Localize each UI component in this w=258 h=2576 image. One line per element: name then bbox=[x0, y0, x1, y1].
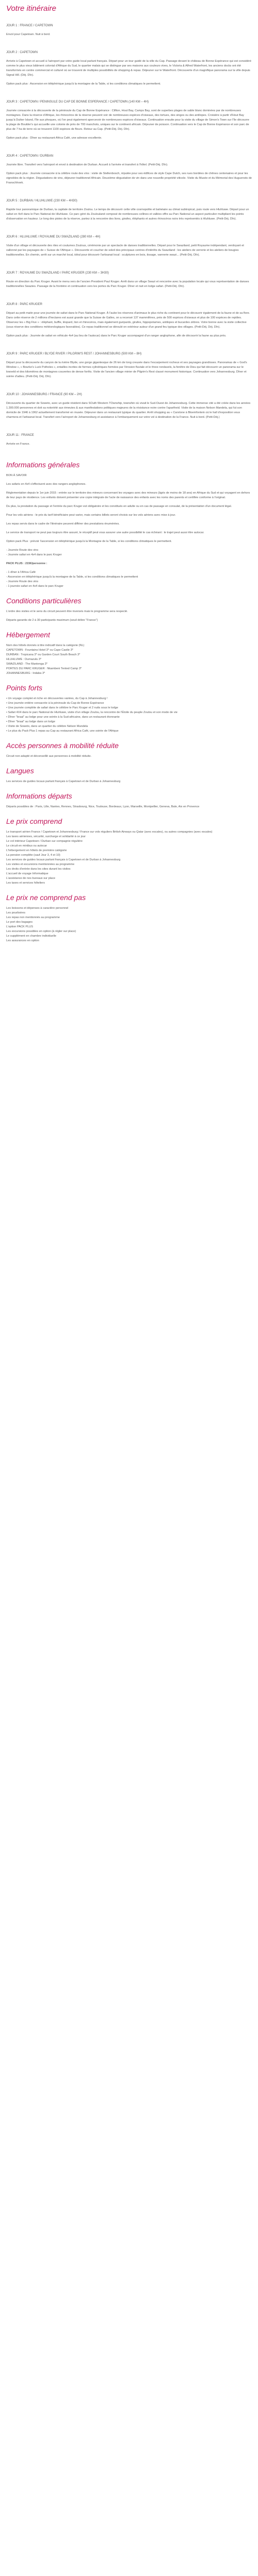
day-block bbox=[6, 199, 252, 222]
list-item: L'option PACK PLUS bbox=[6, 925, 33, 928]
list-item: • Une journée complète de safari dans le célèbre le Parc Kruger et 2 nuits sous le lodge bbox=[6, 706, 118, 709]
noncomprend-list bbox=[6, 906, 252, 943]
day-block bbox=[6, 352, 252, 379]
day-block bbox=[6, 393, 252, 420]
day-heading: JOUR 2 : CAPETOWN bbox=[6, 51, 38, 54]
list-item: Les pourboires bbox=[6, 911, 26, 914]
day-heading: JOUR 5 : DURBAN / HLUHLUWE (230 KM – 4H30) bbox=[6, 199, 77, 202]
day-block bbox=[6, 154, 252, 185]
day-paragraph: Découverte du quartier de Soweto, avec un guide résident dans SOuth Western TOwnship, townshin où vivait le Sud-Ouest de Johannesburg. Cette immense cité a été créée dans les années 1.300.000 personnes et doit sa notoriété aux émeutes & aux manifestations politiques majeures de la résistance noire contre l'apartheid. Visite de la maison Nelson Mandela, qui fut son domicile de 1946 à 1962 actuellement transformé en musée. Déjeuner dans un restaurant typique du quartier. Arrêt shopping au « Carstone à Bloemfontein où le hall d'exposition vous charmera et l'artisanat local. Transfert vers l'aéroport de Johannesburg et assistance à l'embarquement sur votre vol à destination de la France. Nuit à bord. (Petit-Déj.) bbox=[6, 402, 251, 419]
day-block bbox=[6, 302, 252, 338]
list-item: - Journée Route des vins bbox=[6, 549, 39, 552]
list-item: L'assistance de nos bureaux sur place bbox=[6, 877, 55, 880]
itinerary bbox=[6, 24, 252, 447]
pack-title: PACK PLUS : 215€/personne : bbox=[6, 562, 47, 565]
list-item: • Visite de Soweto, dans un quartier du célèbre Nelson Mandela bbox=[6, 725, 88, 728]
page bbox=[0, 4, 258, 943]
day-paragraph: Journée libre. Transfert vers l'aéroport et envol à destination de Durban. Accueil à l'arrivée et transfert à l'hôtel. (Petit-Déj. Dîn). bbox=[6, 163, 168, 166]
day-option: Option pack plus : Journée consacrée à la célèbre route des vins : visite de Stellenbosch, réputée pour ses édifices de style Cape Dutch, ses rues bordées de chênes centenaires et pour les vignobles de la région. Dégustations de vins, déjeuner traditionnel Africain. Deuxième dégustation de vin dans une nouvelle propriété viticole. Visite du Musée et du Mémorial des Huguenots de Franschhoek. bbox=[6, 172, 252, 184]
list-item: JOHANNESBURG : Indaba 3* bbox=[6, 672, 45, 675]
condition-line: L'ordre des visites et le sens du circuit peuvent être inversés mais le programme sera respecté. bbox=[6, 610, 128, 613]
list-item: Les taxes et services hôteliers bbox=[6, 882, 45, 885]
info-line: Le service de transport ne peut pas toujours être assuré, le réceptif peut vous assurer une autre possibilité le cas échéant : le trajet peut aussi être autocar. bbox=[6, 531, 204, 534]
day-paragraph: Journée consacrée à la découverte de la péninsule du Cap de Bonne Espérance : Clifton, Hout Bay, Camps Bay, sont de superbes plages de sable blanc dominées par de nombreuses montagnes. Dans la réserve d'Afrique, les rhinocéros de la réserve peuvent voir de nombreuses espèces d'oiseaux, des tortues, des singes ou des antilopes. Croisière à partir d'Hout Bay jusqu'à Duiker Island, l'île aux phoques, où l'on peut également apercevoir de nombreuses espèces d'oiseaux. Continuation ensuite pour la visite du village de Simon's Town sur l'île découvre la plage de Boulder's qui accueille une colonie de près de 700 manchots, uniques sur le continent africain. Déjeuner de poisson. Continuation vers le Cap de Bonne Espérance et son parc de plus de 7 ha de terre où se trouvent 1100 espèces de fleurs. Retour au Cap. (Petit-Déj. Déj. Dîn). bbox=[6, 109, 249, 131]
list-item: - Journée safari en 4x4 dans le parc Kruger bbox=[6, 553, 62, 556]
info-line: Les repas servis dans le cadre de l'itinéraire peuvent différer des prestations énumérées. bbox=[6, 522, 120, 526]
day-option: Option pack plus : Ascension en téléphérique jusqu'à la montagne de la Table, si les conditions climatiques le permettent. bbox=[6, 82, 161, 86]
day-block bbox=[6, 24, 252, 37]
list-item: La pension complète (sauf Jour 3, 4 et 10) bbox=[6, 854, 60, 857]
day-heading: JOUR 1 : FRANCE / CAPETOWN bbox=[6, 24, 53, 27]
section-title-access: Accès personnes à mobilité réduite bbox=[6, 741, 119, 750]
forts-list bbox=[6, 697, 252, 734]
day-block bbox=[6, 50, 252, 87]
day-heading: JOUR 7 : ROYAUME DU SWAZILAND / PARC KRUGER (230 KM – 3H30) bbox=[6, 272, 109, 275]
list-item: Les services de guides locaux parlant français à Capetown et de Durban à Johannesburg bbox=[6, 858, 121, 861]
list-item: SWAZILAND : The Mantenga 3* bbox=[6, 663, 47, 666]
day-paragraph: Visite d'un village et découverte des rites et coutumes Zoulous, cérémonie par un spectacle de danses traditionnelles. Départ pour le Swaziland, petit Royaume indépendant, verdoyant et vallonné par les paysages de « Suisse de l'Afrique ». Découverte et coucher de soleil des principaux centres d'intérêts du Swaziland : les ateliers de verrerie et les ateliers de bougies traditionnelles. En chemin, arrêt sur un marché local, idéal pour découvrir l'artisanat local : sculptures en bois, tissage, vannerie swazi... (Petit-Déj. Dîn). bbox=[6, 244, 244, 257]
list-item: PORTES DU PARC KRUGER : Nkambeni Tented Camp 3* bbox=[6, 667, 82, 670]
day-paragraph: Départ au petit matin pour une journée de safari dans le Parc National Kruger. À l'aube les réserves d'animaux le plus riche du continent pour le découvrir également de la faune et de sa flore. Dans cette réserve de 2 millions d'hectares est aussi grande que la Suisse de Galles, on a recensé 137 mammifères, près de 500 espèces d'oiseaux et plus de 100 espèces de reptiles. Observez les « Big Five » : éléphant, buffle, léopard, lion et rhinocéros, mais également guépards, girafes, hippopotames, antilopes et bucardes zèbres. Votre bonne avec la visite collective (sous réserve des conditions météorologiques favorables). Ce repas traditionnel se déroulé en extérieur autour d'un grand feu typique des villages. (Petit-Déj. Déj. Dîn). bbox=[6, 312, 250, 329]
day-paragraph: Arrivée en France. bbox=[6, 443, 30, 446]
day-paragraph: Envol pour Capetown. Nuit à bord. bbox=[6, 33, 51, 36]
list-item: - 1 dîner à l'Africa Café bbox=[6, 571, 36, 574]
comprend-list bbox=[6, 830, 252, 886]
day-block bbox=[6, 271, 252, 289]
list-item: Le port des bagages bbox=[6, 921, 33, 924]
day-heading: JOUR 8 : PARC KRUGER bbox=[6, 303, 42, 306]
list-item: L'accueil de voyage Informatique bbox=[6, 872, 49, 875]
day-block bbox=[6, 100, 252, 141]
list-item: Les boissons et dépenses à caractère personnel bbox=[6, 907, 69, 910]
list-item: • Dîner "braai" au lodge dans un lodge bbox=[6, 720, 55, 723]
section-title-comprend: Le prix comprend bbox=[6, 817, 62, 825]
list-item: Les droits d'entrée dans les sites durant les visites bbox=[6, 868, 71, 871]
list-item: Les assurances en option bbox=[6, 939, 39, 942]
list-item: HLUHLUWE : Dumazulu 3* bbox=[6, 658, 42, 661]
day-paragraph: Départ pour la découverte du canyon de la rivière Blyde, une gorge gigantesque de 26 km de long creusée dans l'escarpement rocheux et ses paysages grandioses. Panoramas de « God's Window », « Bourke's Luck Potholes », entailles incrites de formes cylindriques formées par l'érosion fluviale et le three rondavels, la fenêtre de Dieu qui fait découvrir un panorama sur le lowveld et des kilomètres de montagnes couvertes de dense forêts. Visite de l'ancien village minier de Pilgrim's Rest classé monument historique. Continuation vers Johannesburg. Dîner et soirée d'adieu. (Petit-Déj. Déj. Dîn). bbox=[6, 361, 247, 378]
list-item: Les taxes aériennes, sécurité, surcharge et solidarité à ce jour bbox=[6, 835, 86, 838]
info-line: Du plus, la prestation du passage et l'entrée du parc Kruger est obligatoire et les constitués en adulte ou en cas de passage en consulat, de la présentation d'un document légal. bbox=[6, 505, 232, 508]
list-item: Le vol intérieur Capetown / Durban sur compagnie régulière bbox=[6, 840, 83, 843]
info-list bbox=[6, 548, 252, 557]
langues-line: Les services de guides locaux parlant français à Capetown et de Durban à Johannesburg bbox=[6, 780, 121, 783]
day-block bbox=[6, 433, 252, 447]
section-title-langues: Langues bbox=[6, 767, 34, 775]
info-line: BON À SAVOIR bbox=[6, 474, 27, 477]
infos-section bbox=[6, 473, 252, 589]
list-item: Les excursions possibles en option (à régler sur place) bbox=[6, 930, 76, 933]
list-item: Le transport aérien France / Capetown et Johannesburg / France sur vols réguliers British Airways ou Qatar (avec escales), ou autres compagnies (avec escales) bbox=[6, 831, 213, 834]
day-heading: JOUR 4 : CAPETOWN / DURBAN bbox=[6, 155, 54, 158]
depart-line: Départs possibles de : Paris, Lille, Nantes, Rennes, Strasbourg, Nice, Toulouse, Bordeaux, Lyon, Marseille, Montpellier, Geneva, Bale, Aix en Provence bbox=[6, 805, 200, 808]
list-item: Le circuit en minibus ou autocar bbox=[6, 844, 47, 848]
pack-list bbox=[6, 570, 252, 589]
day-block bbox=[6, 235, 252, 258]
day-option: Option pack plus : Dîner au restaurant Africa Café, une adresse excellente. bbox=[6, 137, 102, 140]
day-heading: JOUR 10 : JOHANNESBURG / FRANCE (90 KM – 2H) bbox=[6, 393, 82, 396]
info-line: Réglementation depuis le 1er juin 2015 : entrée sur le territoire des mineurs concernant les voyages avec des mineurs (âgés de moins de 18 ans) en Afrique du Sud et qui voyagent en dehors de leur pays de résidence. Les enfants doivent présenter une copie intégrale de l'acte de naissance des enfants avec les noms des parents et certifiée conforme à l'original. bbox=[6, 492, 250, 499]
day-heading: JOUR 3 : CAPETOWN / PENINSULE DU CAP DE BONNE ESPERANCE / CAPETOWN (140 KM – 4H) bbox=[6, 100, 149, 104]
day-heading: JOUR 9 : PARC KRUGER / BLYDE RIVER / PILGRIM'S REST / JOHANNESBURG (500 KM – 8H) bbox=[6, 352, 142, 355]
section-title-conditions: Conditions particulières bbox=[6, 597, 82, 605]
list-item: - Journée Route des vins bbox=[6, 580, 39, 583]
list-item: • Le plus du Pack Plus 1 repas au Cap au restaurant Africa Café, une soirée de l'Afrique bbox=[6, 730, 119, 733]
access-line: Circuit non adapté et déconseillé aux personnes à mobilité réduite. bbox=[6, 755, 92, 758]
list-item: L'hébergement en hôtels de première catégorie bbox=[6, 849, 67, 852]
section-title-hebergement: Hébergement bbox=[6, 631, 50, 639]
list-item: Le supplément en chambre individuelle bbox=[6, 935, 57, 938]
day-heading: JOUR 6 : HLUHLUWE / ROYAUME DU SWAZILAND (280 KM – 4H) bbox=[6, 235, 101, 239]
day-option: Option pack plus : Journée de safari en véhicule 4x4 (au lieu de l'autocar) dans le Parc Kruger accompagné d'un ranger anglophone, afin de découvrir la faune au plus près. bbox=[6, 334, 227, 337]
list-item: - 1 journée safari en 4x4 dans le parc Kruger bbox=[6, 585, 63, 588]
condition-line: Départs garantis de 2 à 30 participants maximum (seuil débre "France") bbox=[6, 619, 98, 622]
list-item: • Safari 4X4 dans le parc National de Hluhluwe, visite d'un village Zoulou, la rencontre de l'Étoile du peuple Zoulou et son mode de vie bbox=[6, 711, 178, 714]
day-paragraph: Rapide tour panoramique de Durban, la capitale de territoire Zoulou. Le temps de découvrir cette ville cosmopolite et balnéaire au climat subtropical, puis route vers Hluhluwe. Départ pour un safari en 4x4 dans le Parc National de Hluhluwe. Ce parc géré du Zoulouland composé de nombreuses collines et vallées offre au Parc National un aspect particulier multipliant les points d'observation en hauteur. Le long des pistes de la réserve, partez à la rencontre des lions, girafes, éléphants et autres rhinocéros noirs très représentés à Hluhluwe. (Petit-Déj. Dîn). bbox=[6, 208, 249, 221]
list-item: • Dîner "braai" au lodge pour une soirée à la Sud-africaine, dans un restaurant étonnante bbox=[6, 716, 120, 719]
list-item: • Un voyage complet et riche en découvertes variées, du Cap à Johannesburg ! bbox=[6, 697, 108, 700]
list-item: Les visites et excursions mentionnées au programme bbox=[6, 863, 75, 866]
section-title-forts: Points forts bbox=[6, 684, 43, 692]
page-title: Votre itinéraire bbox=[6, 4, 56, 13]
day-paragraph: Arrivée à Capetown et accueil à l'aéroport par votre guide local parlant français. Départ pour un tour guidé de la ville du Cap. Passage devant le château de Bonne Espérance qui est considéré comme le plus vieux bâtiment colonial d'Afrique du Sud, le quartier malais qui se distingue par ses maisons aux couleurs vives, le Victoria & Alfred Waterfront, les anciens docks ont été transformés en centre commercial et culturel où se trouvent de multiples possibilités de shopping & repas. Déjeuner sur le Waterfront. Découverte d'un magnifique panorama sur la ville depuis Signal Hill. (Déj. Dîn). bbox=[6, 60, 251, 77]
info-line: Pour les vols aériens : le prix du tarif bénéficiaire peut varier, mais certains billets seront choisis sur les vols aériens avec mise à jour. bbox=[6, 514, 176, 517]
info-line: Les safaris en 4x4 s'effectuent avec des rangers anglophones. bbox=[6, 483, 86, 486]
hebergement-list bbox=[6, 643, 252, 676]
section-title-infos: Informations générales bbox=[6, 461, 80, 469]
conditions-section bbox=[6, 609, 252, 623]
list-item: - Ascension en téléphérique jusqu'à la montagne de la Table, si les conditions climatiques le permettent bbox=[6, 575, 138, 579]
list-item: • Une journée entière consacrée à la péninsule du Cap de Bonne Espérance bbox=[6, 702, 104, 705]
list-item: Les repas non mentionnés au programme bbox=[6, 916, 60, 919]
info-line: Option pack Plus : prévoir l'ascension en téléphérique jusqu'à la Montagne de la Table, si les conditions climatiques le permettent. bbox=[6, 540, 172, 543]
day-heading: JOUR 11 : FRANCE bbox=[6, 434, 34, 437]
list-item: DURBAN : Tropicana 3* ou Garden Court South Beach 3* bbox=[6, 653, 80, 656]
list-item: CAPETOWN : Fountains Hotel 3* ou Cape Castle 3* bbox=[6, 649, 73, 652]
list-item: Nom des hôtels donnés à titre indicatif dans la catégorie (NL) bbox=[6, 644, 85, 647]
day-paragraph: Route en direction du Parc Kruger. Avant le menu vers de l'ancien President Paul Kruger. Arrêt dans un village Swazi et rencontre avec la population locale qui vous représentation de danses traditionnelles Swazies. Passage de la frontière et continuation vers les portes du Parc Kruger. Dîner et nuit en lodge safari. (Petit-Déj. Dîn). bbox=[6, 280, 249, 288]
section-title-noncomprend: Le prix ne comprend pas bbox=[6, 893, 86, 902]
section-title-depart: Informations départs bbox=[6, 792, 72, 800]
